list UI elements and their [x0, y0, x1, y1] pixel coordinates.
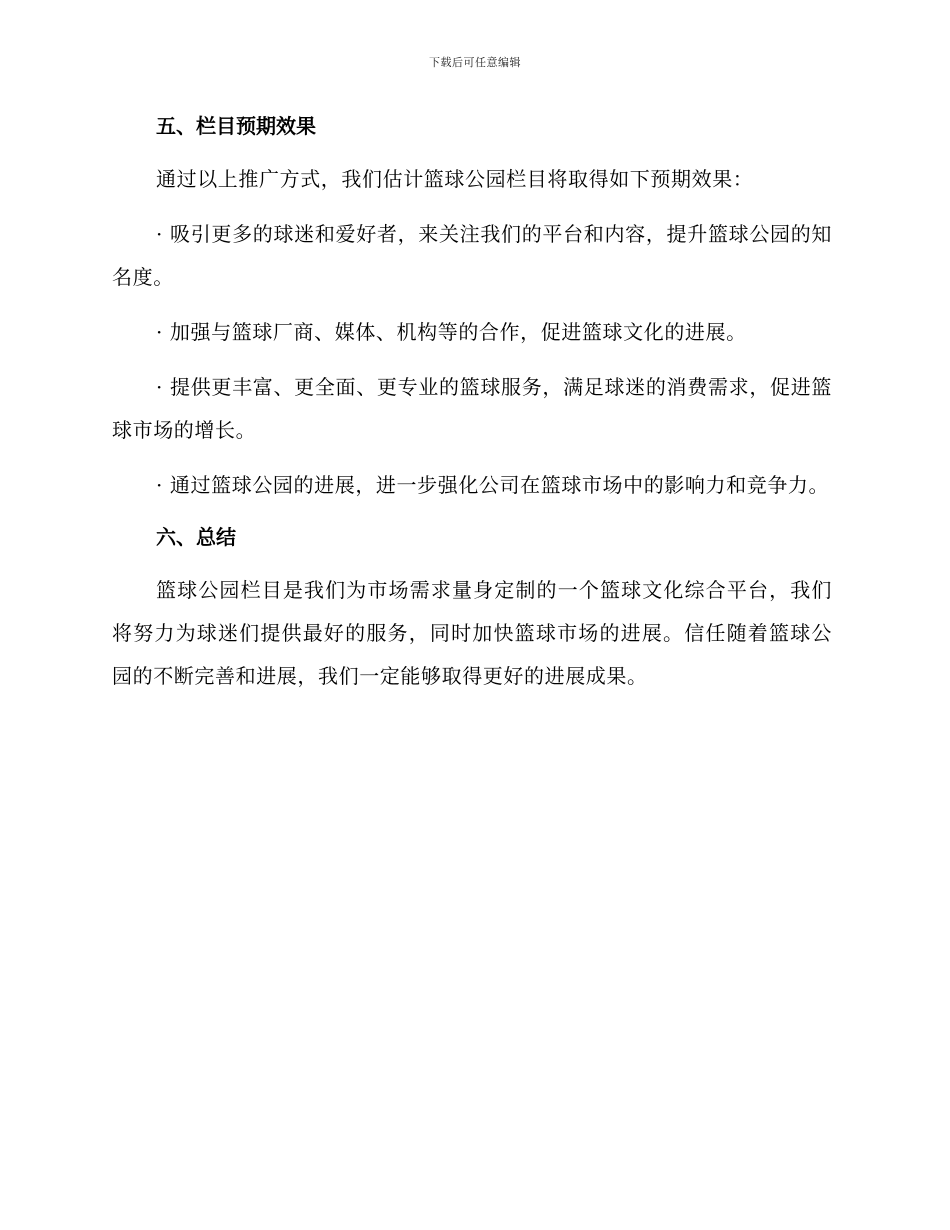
- document-body: [112, 108, 832, 710]
- bullet-paragraph: · 通过篮球公园的进展，进一步强化公司在篮球市场中的影响力和竞争力。: [156, 473, 830, 497]
- section-intro-paragraph: 通过以上推广方式，我们估计篮球公园栏目将取得如下预期效果：: [156, 167, 754, 191]
- section-heading-expected-effects: 五、栏目预期效果: [156, 114, 316, 138]
- bullet-paragraph: · 吸引更多的球迷和爱好者，来关注我们的平台和内容，提升篮球公园的知名度。: [112, 222, 832, 289]
- summary-paragraph: 篮球公园栏目是我们为市场需求量身定制的一个篮球文化综合平台，我们将努力为球迷们提供最好的服务，同时加快篮球市场的进展。信任随着篮球公园的不断完善和进展，我们一定能够取得更好的进展成果。: [112, 578, 832, 688]
- bullet-paragraph: · 提供更丰富、更全面、更专业的篮球服务，满足球迷的消费需求，促进篮球市场的增长。: [112, 375, 832, 442]
- page-header-note: 下载后可任意编辑: [429, 56, 521, 69]
- bullet-paragraph: · 加强与篮球厂商、媒体、机构等的合作，促进篮球文化的进展。: [156, 320, 747, 344]
- section-heading-summary: 六、总结: [156, 525, 236, 549]
